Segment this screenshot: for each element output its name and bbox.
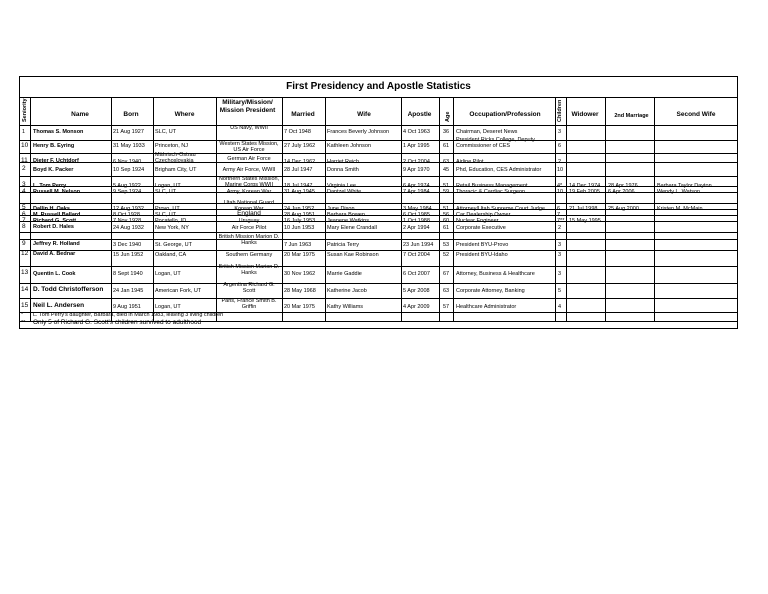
military-cell: Air Force Pilot	[231, 225, 267, 231]
age-cell: 61	[443, 225, 450, 231]
where-cell: Pocatello, ID	[155, 218, 187, 224]
row-divider	[20, 232, 737, 233]
header-widower: Widower	[571, 111, 599, 118]
row-divider	[20, 203, 737, 204]
children-cell: 2	[558, 225, 562, 231]
header-age: Age	[445, 111, 451, 122]
second-wife-cell: Wendy L. Watson	[657, 189, 701, 195]
apostle-cell: 6 Oct 1985	[403, 212, 430, 218]
seniority-cell: 15	[21, 302, 29, 309]
header-born: Born	[123, 111, 139, 118]
born-cell: 7 Nov 1928	[113, 218, 142, 224]
header-second-wife: Second Wife	[676, 111, 716, 118]
name-cell: Dallin H. Oaks	[33, 206, 70, 212]
age-cell: 52	[443, 252, 450, 258]
military-cell: Southern Germany	[225, 252, 273, 258]
wife-cell: Barbara Bowen	[327, 212, 365, 218]
apostle-cell: 4 Apr 2009	[403, 304, 430, 310]
children-cell: 10	[557, 189, 564, 195]
born-cell: 24 Jan 1945	[113, 288, 144, 294]
children-cell: 5	[558, 288, 562, 294]
married-cell: 7 Oct 1948	[284, 129, 311, 135]
table-title: First Presidency and Apostle Statistics	[286, 81, 471, 92]
children-cell: 7	[557, 212, 561, 218]
wife-cell: Marrie Gaddie	[327, 271, 362, 277]
born-cell: 15 Jun 1952	[113, 252, 144, 258]
seniority-cell: 3	[22, 181, 26, 188]
apostle-cell: 23 Jun 1994	[403, 242, 434, 248]
name-cell: L. Tom Perry	[33, 183, 67, 189]
military-cell: Uruguay	[238, 218, 260, 224]
where-cell: Princeton, NJ	[155, 143, 189, 149]
military-cell: Army, Korean War	[226, 189, 272, 195]
age-cell: 63	[443, 159, 450, 165]
widower-cell: 19 Feb 2005	[569, 189, 600, 195]
children-cell: 4*	[557, 183, 563, 189]
where-cell: Brigham City, UT	[155, 167, 197, 173]
military-cell: Paris, France Smith B. Griffin	[221, 298, 277, 310]
where-cell: Logan, UT	[155, 183, 181, 189]
widower-cell: 15 May 1995	[569, 218, 601, 224]
age-cell: 60	[443, 218, 450, 224]
occupation-cell: Thoracic & Cardiac Surgeon	[456, 189, 526, 195]
occupation-cell: Chairman, Deseret News	[456, 129, 518, 135]
married-cell: 28 Jul 1947	[284, 167, 313, 173]
header-name: Name	[71, 111, 89, 118]
where-cell: Logan, UT	[155, 271, 181, 277]
children-cell: 6	[558, 143, 562, 149]
children-cell: 4	[558, 304, 562, 310]
born-cell: 24 Aug 1932	[113, 225, 144, 231]
age-cell: 57	[443, 304, 450, 310]
wife-cell: Mary Elene Crandall	[327, 225, 377, 231]
wife-cell: Donna Smith	[327, 167, 359, 173]
apostle-cell: 6 Oct 2007	[403, 271, 430, 277]
born-cell: 6 Nov 1940	[113, 159, 142, 165]
age-cell: 59	[443, 189, 450, 195]
wife-cell: Virginia Lee	[327, 183, 356, 189]
married-cell: 18 Jul 1947	[284, 183, 313, 189]
born-cell: 9 Aug 1951	[113, 304, 141, 310]
born-cell: 3 Dec 1940	[113, 242, 142, 248]
header-2nd-marriage: 2nd Marriage	[614, 113, 649, 119]
widower-cell: 14 Dec 1974	[569, 183, 601, 189]
where-cell: American Fork, UT	[155, 288, 202, 294]
name-cell: D. Todd Christofferson	[33, 286, 104, 293]
second-marriage-cell: 6 Apr 2006	[608, 189, 635, 195]
apostle-cell: 4 Oct 1963	[403, 129, 430, 135]
military-cell: Utah National Guard Korean War	[223, 200, 275, 212]
occupation-cell: Attorney, Business & Healthcare	[456, 271, 535, 277]
apostle-cell: 5 Apr 2008	[403, 288, 430, 294]
apostle-cell: 1 Oct 1988	[403, 218, 430, 224]
military-cell: England	[237, 210, 261, 217]
apostle-cell: 2 Apr 1994	[403, 225, 430, 231]
wife-cell: Kathy Williams	[327, 304, 364, 310]
children-cell: 3	[558, 129, 562, 135]
military-cell: Argentina Richard G. Scott	[223, 282, 275, 294]
occupation-cell: Attorney/Utah Supreme Court Judge	[456, 206, 545, 212]
apostle-cell: 3 May 1984	[403, 206, 432, 212]
where-cell: Mährisch-Ostrau Czechoslovakia	[155, 152, 196, 164]
second-wife-cell: Kristen M. McMain	[657, 206, 703, 212]
occupation-cell: Corporate Attorney, Banking	[456, 288, 525, 294]
seniority-cell: 4	[22, 188, 26, 195]
name-cell: Quentin L. Cook	[33, 271, 76, 277]
row-divider	[20, 298, 737, 299]
married-cell: 27 July 1962	[284, 143, 316, 149]
wife-cell: Frances Beverly Johnson	[327, 129, 390, 135]
married-cell: 31 Aug 1945	[284, 189, 315, 195]
wife-cell: Dantzel White	[327, 189, 362, 195]
row-divider	[20, 239, 737, 240]
military-cell: British Mission Marion D. Hanks	[218, 264, 280, 276]
age-cell: 67	[443, 271, 450, 277]
age-cell: 56	[443, 212, 450, 218]
name-cell: Thomas S. Monson	[33, 129, 84, 135]
age-cell: 51	[443, 206, 450, 212]
name-cell: David A. Bednar	[33, 251, 76, 257]
where-cell: Provo, UT	[155, 206, 180, 212]
row-divider	[20, 140, 737, 141]
born-cell: 10 Sep 1924	[113, 167, 145, 173]
wife-cell: Kathleen Johnson	[327, 143, 372, 149]
children-cell: 6	[557, 206, 561, 212]
military-cell: US Navy, WWII	[230, 125, 268, 131]
where-cell: SLC, UT	[155, 189, 177, 195]
born-cell: 21 Aug 1927	[113, 129, 144, 135]
apostle-cell: 9 Apr 1970	[403, 167, 430, 173]
age-cell: 53	[443, 242, 450, 248]
children-cell: 10	[557, 167, 564, 173]
seniority-cell: 1	[22, 129, 26, 135]
second-marriage-cell: 25 Aug 2000	[608, 206, 639, 212]
footnote-mark: *	[21, 312, 24, 318]
born-cell: 31 May 1933	[113, 143, 145, 149]
children-cell: 2	[558, 159, 562, 165]
name-cell: Richard G. Scott	[33, 218, 77, 224]
name-cell: Jeffrey R. Holland	[33, 241, 80, 247]
row-divider	[20, 283, 737, 284]
statistics-table	[19, 76, 738, 329]
row-divider	[20, 153, 737, 154]
occupation-cell: Corporate Executive	[456, 225, 506, 231]
children-cell: 3	[558, 242, 562, 248]
footnote-mark: **	[21, 320, 26, 326]
married-cell: 14 Dec 1962	[284, 159, 316, 165]
where-cell: SLC, UT	[155, 129, 177, 135]
seniority-cell: 8	[22, 223, 26, 230]
wife-cell: Susan Kae Robinson	[327, 252, 379, 258]
wife-cell: Harriet Reich	[327, 159, 360, 165]
age-cell: 36	[443, 129, 450, 135]
second-wife-cell: Barbara Taylor Dayton	[657, 183, 712, 189]
married-cell: 28 May 1968	[284, 288, 316, 294]
widower-cell: 21 Jul 1998	[569, 206, 598, 212]
age-cell: 63	[443, 288, 450, 294]
married-cell: 24 Jun 1952	[284, 206, 315, 212]
second-marriage-cell: 28 Apr 1976	[608, 183, 638, 189]
occupation-cell: Car Dealership Owner	[456, 212, 511, 218]
row-divider	[20, 176, 737, 177]
where-cell: St. George, UT	[155, 242, 192, 248]
military-cell: Western States Mission, US Air Force	[219, 141, 279, 153]
wife-cell: Katherine Jacob	[327, 288, 367, 294]
name-cell: Robert D. Hales	[33, 224, 74, 230]
header-row	[20, 97, 737, 126]
married-cell: 7 Jun 1963	[284, 242, 312, 248]
seniority-cell: 6	[22, 211, 26, 218]
header-seniority: Seniority	[22, 98, 28, 122]
where-cell: Oakland, CA	[155, 252, 187, 258]
name-cell: Henry B. Eyring	[33, 143, 75, 149]
name-cell: M. Russell Ballard	[33, 212, 81, 218]
children-cell: 7**	[557, 218, 565, 224]
occupation-cell: Phd, Education, CES Administrator	[456, 167, 542, 173]
married-cell: 10 Jun 1953	[284, 225, 315, 231]
age-cell: 45	[443, 167, 450, 173]
seniority-cell: 11	[21, 157, 28, 164]
footnote-text: Only 5 of Richard G. Scott's children survived to adulthood	[33, 319, 202, 326]
age-cell: 51	[443, 183, 450, 189]
apostle-cell: 1 Apr 1995	[403, 143, 430, 149]
seniority-cell: 7	[22, 217, 26, 224]
where-cell: SLC, UT	[155, 212, 177, 218]
married-cell: 20 Mar 1975	[284, 304, 315, 310]
seniority-cell: 9	[22, 240, 26, 247]
seniority-cell: 5	[22, 204, 26, 211]
name-cell: Dieter F. Uchtdorf	[33, 158, 79, 164]
seniority-cell: 2	[22, 165, 26, 172]
seniority-cell: 12	[21, 250, 29, 257]
occupation-cell: Healthcare Administrator	[456, 304, 517, 310]
married-cell: 20 Mar 1975	[284, 252, 315, 258]
row-divider	[20, 250, 737, 251]
where-cell: New York, NY	[155, 225, 189, 231]
married-cell: 16 July 1953	[284, 218, 316, 224]
age-cell: 61	[443, 143, 450, 149]
row-divider	[20, 266, 737, 267]
occupation-cell: Airline Pilot	[456, 159, 484, 165]
apostle-cell: 7 Oct 2004	[403, 252, 430, 258]
married-cell: 30 Nov 1962	[284, 271, 316, 277]
born-cell: 12 Aug 1932	[113, 206, 144, 212]
header-apostle: Apostle	[407, 111, 432, 118]
seniority-cell: 14	[21, 286, 29, 293]
title-row	[20, 77, 737, 98]
apostle-cell: 7 Apr 1984	[403, 189, 430, 195]
occupation-cell: President BYU-Idaho	[456, 252, 508, 258]
born-cell: 5 Aug 1922	[113, 183, 141, 189]
header-children: Children	[557, 99, 563, 122]
name-cell: Russell M. Nelson	[33, 189, 81, 195]
seniority-cell: 10	[21, 142, 29, 149]
header-occupation: Occupation/Profession	[469, 111, 541, 118]
born-cell: 8 Sept 1940	[113, 271, 143, 277]
header-where: Where	[174, 111, 195, 118]
header-married: Married	[291, 111, 315, 118]
occupation-cell: President BYU-Provo	[456, 242, 509, 248]
seniority-cell: 13	[21, 269, 29, 276]
occupation-cell: Nuclear Engineer	[456, 218, 499, 224]
children-cell: 3	[558, 271, 562, 277]
married-cell: 28 Aug 1951	[284, 212, 315, 218]
military-cell: German Air Force	[227, 156, 271, 162]
born-cell: 8 Oct 1928	[113, 212, 140, 218]
header-wife: Wife	[357, 111, 371, 118]
wife-cell: Jeanene Watkins	[327, 218, 369, 224]
occupation-cell: President Ricks College, Deputy Commissioner of CES	[456, 137, 535, 149]
name-cell: Neil L. Andersen	[33, 302, 85, 309]
apostle-cell: 6 Apr 1974	[403, 183, 430, 189]
children-cell: 3	[558, 252, 562, 258]
wife-cell: Patricia Terry	[327, 242, 359, 248]
footnote-text: L. Tom Perry's daughter, Barbara, died in March 1983, leaving 3 living children	[33, 312, 224, 318]
occupation-cell: Retail Business Management	[456, 183, 528, 189]
apostle-cell: 2 Oct 2004	[403, 159, 430, 165]
wife-cell: June Dixon	[327, 206, 355, 212]
header-military: Military/Mission/ Mission President	[219, 99, 276, 114]
military-cell: Army Air Force, WWII	[222, 167, 276, 173]
born-cell: 9 Sep 1924	[113, 189, 142, 195]
where-cell: Logan, UT	[155, 304, 181, 310]
military-cell: British Mission Marion D. Hanks	[218, 234, 280, 246]
military-cell: Northern States Mission, Marine Corps WWII	[218, 176, 280, 188]
name-cell: Boyd K. Packer	[33, 167, 74, 173]
